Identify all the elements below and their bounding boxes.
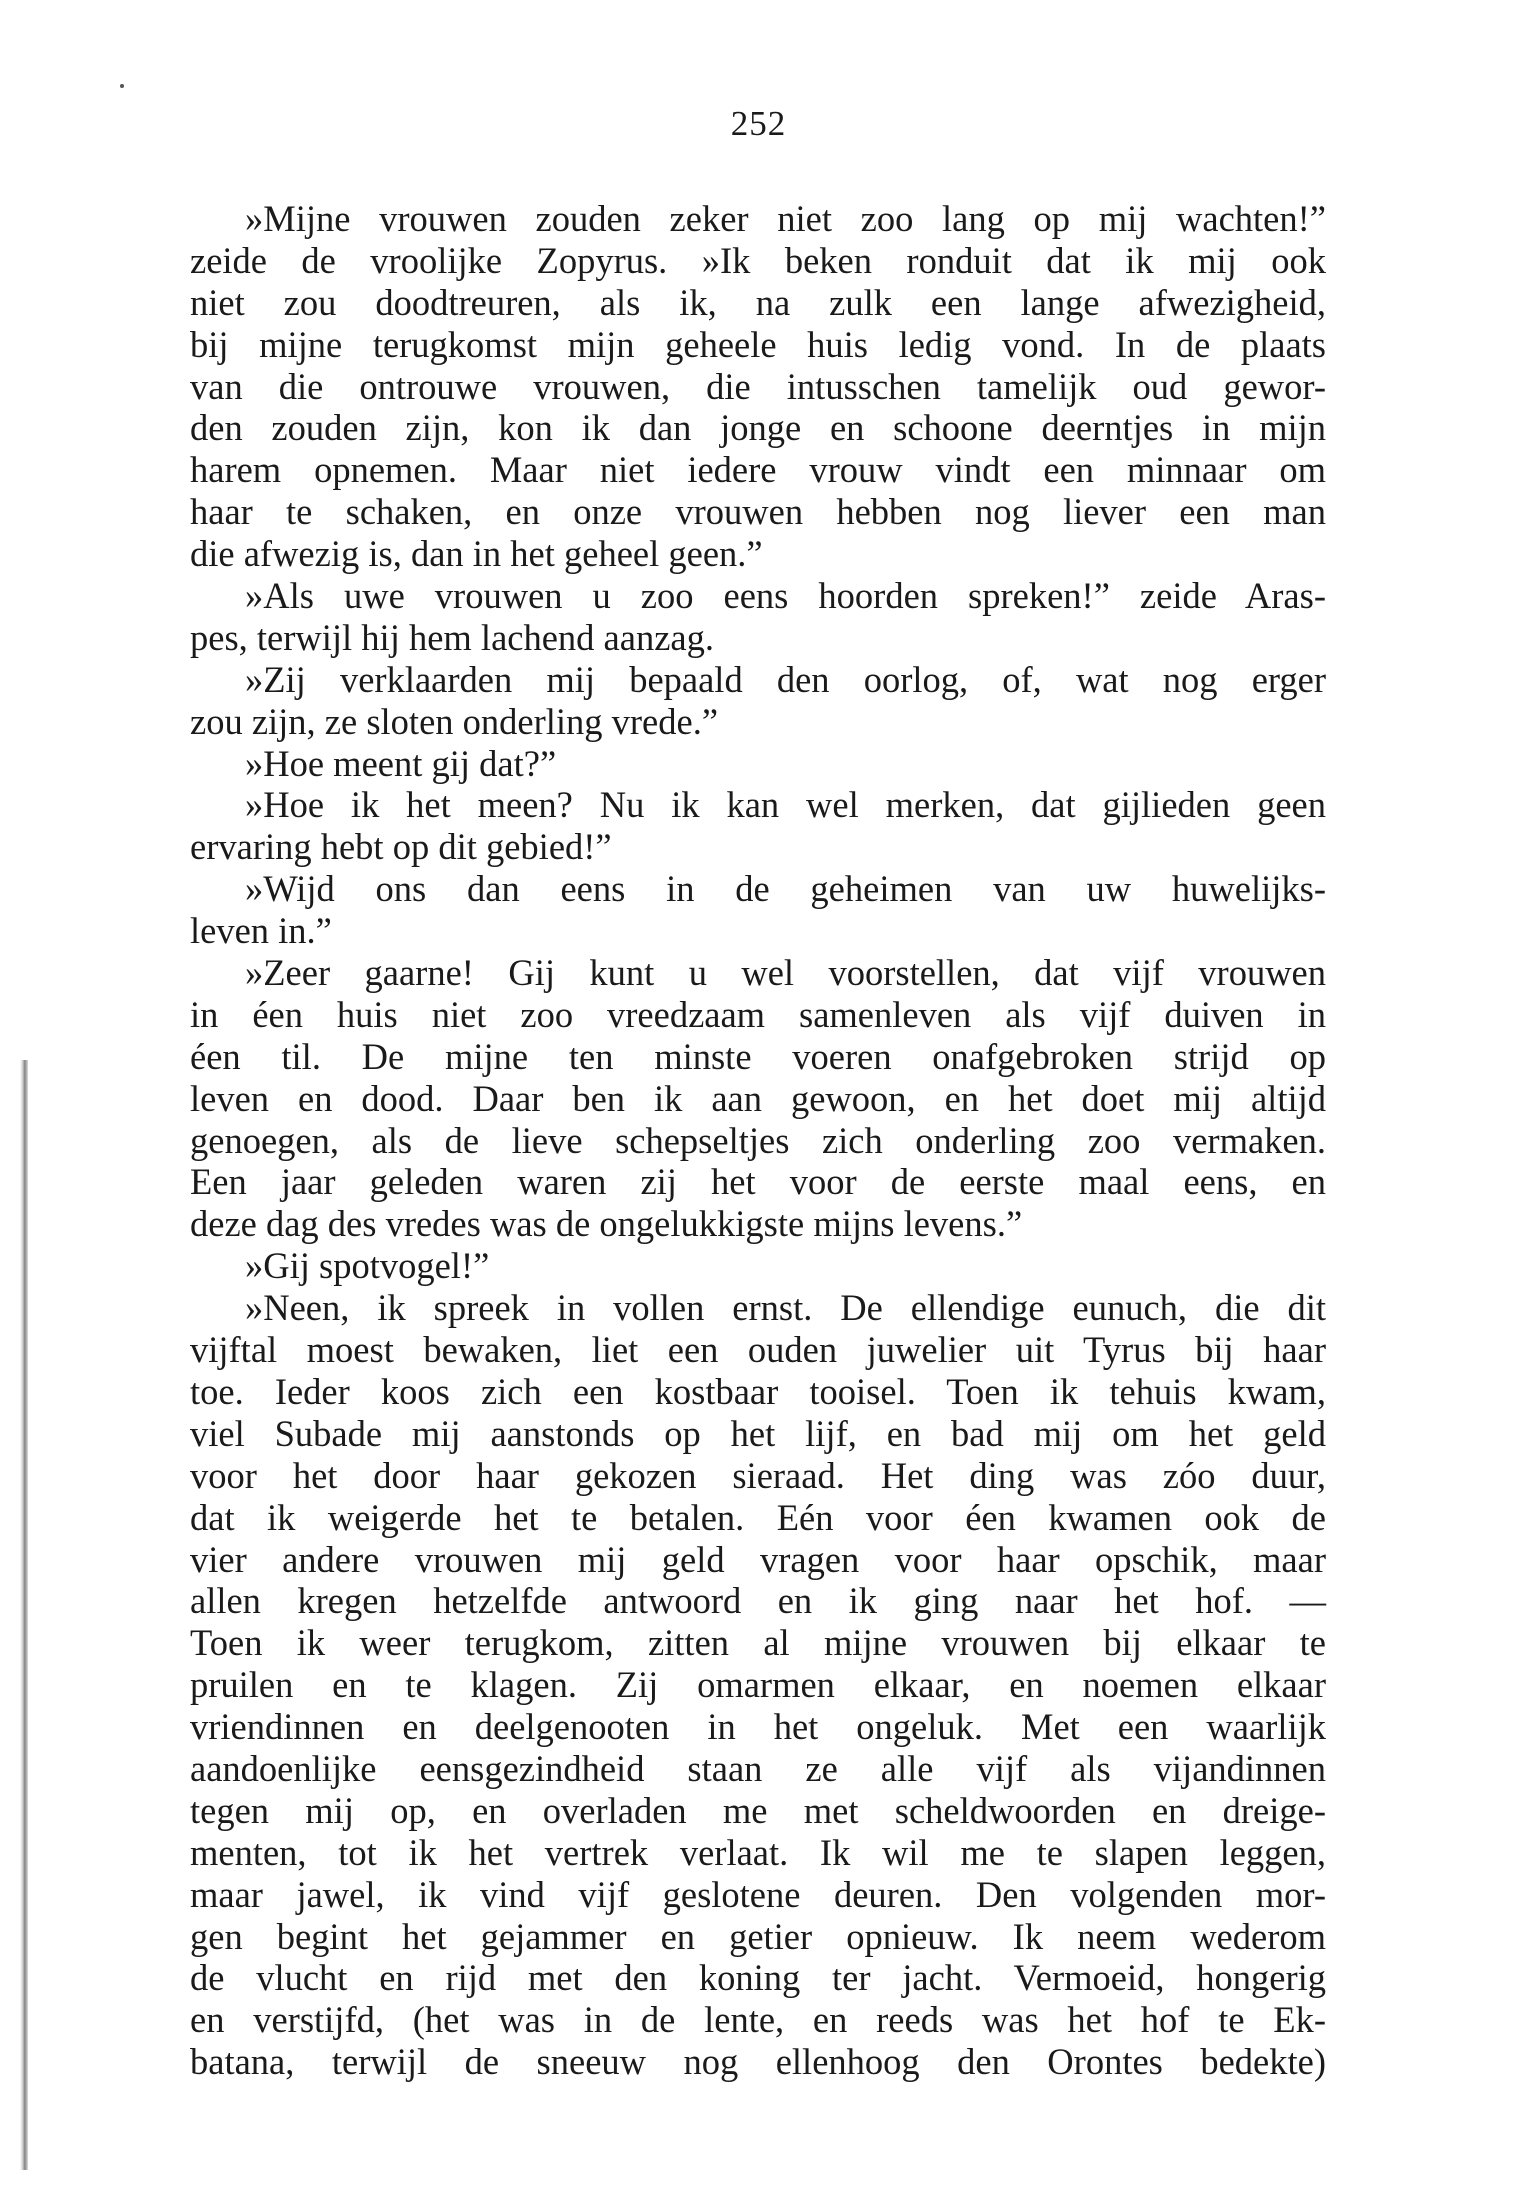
text-line: de vlucht en rijd met den koning ter jacht. Vermoeid, hongerig bbox=[190, 1957, 1326, 1999]
text-line: »Neen, ik spreek in vollen ernst. De ellendige eunuch, die dit bbox=[245, 1287, 1326, 1329]
text-line: bij mijne terugkomst mijn geheele huis ledig vond. In de plaats bbox=[190, 323, 1326, 365]
text-line: dat ik weigerde het te betalen. Eén voor éen kwamen ook de bbox=[190, 1496, 1326, 1538]
text-line: vier andere vrouwen mij geld vragen voor haar opschik, maar bbox=[190, 1538, 1326, 1580]
text-line: deze dag des vredes was de ongelukkigste mijns levens.” bbox=[190, 1203, 1023, 1245]
text-line: batana, terwijl de sneeuw nog ellenhoog den Orontes bedekte) bbox=[190, 2041, 1326, 2083]
text-line: niet zou doodtreuren, als ik, na zulk een lange afwezigheid, bbox=[190, 281, 1326, 323]
text-line: leven en dood. Daar ben ik aan gewoon, en het doet mij altijd bbox=[190, 1077, 1326, 1119]
text-line: Toen ik weer terugkom, zitten al mijne vrouwen bij elkaar te bbox=[190, 1622, 1326, 1664]
text-line: maar jawel, ik vind vijf geslotene deuren. Den volgenden mor- bbox=[190, 1873, 1326, 1915]
text-line: die afwezig is, dan in het geheel geen.” bbox=[190, 533, 763, 575]
text-line: allen kregen hetzelfde antwoord en ik ging naar het hof. — bbox=[190, 1580, 1326, 1622]
text-line: leven in.” bbox=[190, 910, 332, 952]
text-line: Een jaar geleden waren zij het voor de eerste maal eens, en bbox=[190, 1161, 1326, 1203]
text-line: »Zeer gaarne! Gij kunt u wel voorstellen, dat vijf vrouwen bbox=[245, 952, 1326, 994]
page-number: 252 bbox=[730, 104, 787, 143]
ink-speck bbox=[120, 84, 124, 88]
text-line: »Hoe meent gij dat?” bbox=[245, 742, 557, 784]
text-line: en verstijfd, (het was in de lente, en reeds was het hof te Ek- bbox=[190, 1999, 1326, 2041]
text-line: harem opnemen. Maar niet iedere vrouw vindt een minnaar om bbox=[190, 449, 1326, 491]
text-line: vriendinnen en deelgenooten in het ongeluk. Met een waarlijk bbox=[190, 1706, 1326, 1748]
text-line: zeide de vroolijke Zopyrus. »Ik beken ronduit dat ik mij ook bbox=[190, 239, 1326, 281]
text-line: »Zij verklaarden mij bepaald den oorlog, of, wat nog erger bbox=[245, 658, 1326, 700]
text-line: gen begint het gejammer en getier opnieuw. Ik neem wederom bbox=[190, 1915, 1326, 1957]
text-line: den zouden zijn, kon ik dan jonge en schoone deerntjes in mijn bbox=[190, 407, 1326, 449]
text-line: vijftal moest bewaken, liet een ouden juwelier uit Tyrus bij haar bbox=[190, 1329, 1326, 1371]
text-line: zou zijn, ze sloten onderling vrede.” bbox=[190, 700, 719, 742]
page-binding-edge bbox=[20, 1060, 28, 2170]
text-line: »Mijne vrouwen zouden zeker niet zoo lang op mij wachten!” bbox=[245, 198, 1326, 239]
text-line: »Wijd ons dan eens in de geheimen van uw huwelijks- bbox=[245, 868, 1326, 910]
text-line: pruilen en te klagen. Zij omarmen elkaar, en noemen elkaar bbox=[190, 1664, 1326, 1706]
text-line: haar te schaken, en onze vrouwen hebben nog liever een man bbox=[190, 491, 1326, 533]
text-line: »Als uwe vrouwen u zoo eens hoorden spreken!” zeide Aras- bbox=[245, 575, 1326, 617]
text-line: tegen mij op, en overladen me met scheldwoorden en dreige- bbox=[190, 1789, 1326, 1831]
text-line: menten, tot ik het vertrek verlaat. Ik wil me te slapen leggen, bbox=[190, 1831, 1326, 1873]
text-line: »Hoe ik het meen? Nu ik kan wel merken, dat gijlieden geen bbox=[245, 784, 1326, 826]
text-line: toe. Ieder koos zich een kostbaar tooisel. Toen ik tehuis kwam, bbox=[190, 1370, 1326, 1412]
text-line: éen til. De mijne ten minste voeren onafgebroken strijd op bbox=[190, 1035, 1326, 1077]
text-line: »Gij spotvogel!” bbox=[245, 1245, 490, 1287]
body-text bbox=[190, 198, 1326, 2083]
text-line: aandoenlijke eensgezindheid staan ze alle vijf als vijandinnen bbox=[190, 1747, 1326, 1789]
text-line: voor het door haar gekozen sieraad. Het ding was zóo duur, bbox=[190, 1454, 1326, 1496]
text-line: viel Subade mij aanstonds op het lijf, en bad mij om het geld bbox=[190, 1412, 1326, 1454]
text-line: genoegen, als de lieve schepseltjes zich onderling zoo vermaken. bbox=[190, 1119, 1326, 1161]
text-line: ervaring hebt op dit gebied!” bbox=[190, 826, 612, 868]
text-line: van die ontrouwe vrouwen, die intusschen tamelijk oud gewor- bbox=[190, 365, 1326, 407]
text-line: pes, terwijl hij hem lachend aanzag. bbox=[190, 616, 714, 658]
text-line: in éen huis niet zoo vreedzaam samenleven als vijf duiven in bbox=[190, 993, 1326, 1035]
